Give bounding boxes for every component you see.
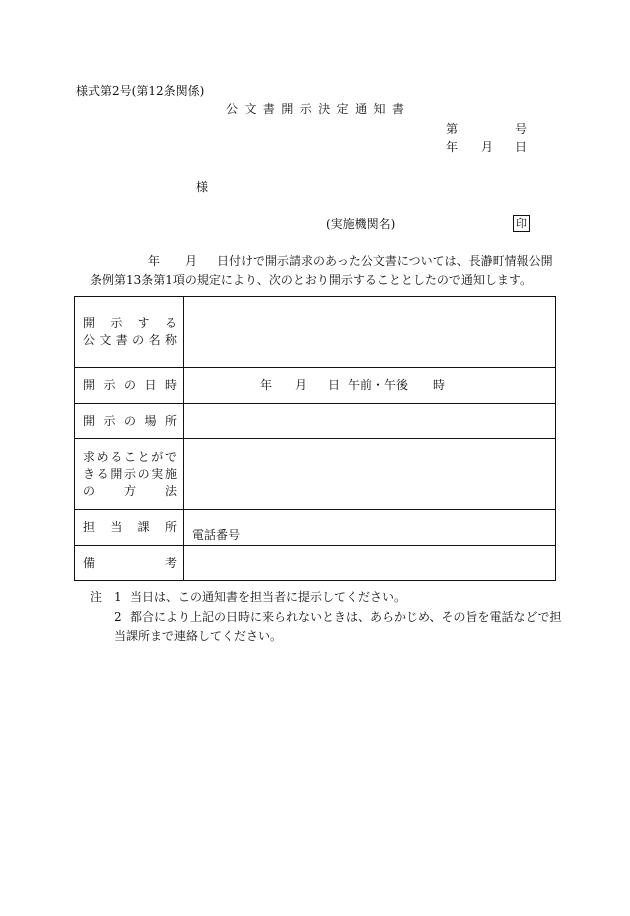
label-char: が bbox=[151, 449, 164, 464]
disclosure-table bbox=[74, 296, 556, 581]
form-number: 様式第2号(第12条関係) bbox=[76, 84, 205, 98]
value-remarks bbox=[184, 546, 556, 581]
label-line bbox=[75, 413, 183, 430]
date-day: 日 bbox=[515, 140, 528, 154]
label-char: 法 bbox=[164, 483, 177, 498]
title-char: 示 bbox=[299, 102, 312, 116]
label-char: 称 bbox=[164, 333, 177, 347]
label-line bbox=[75, 483, 183, 500]
label-char: 場 bbox=[144, 413, 157, 428]
label-char: の bbox=[137, 466, 150, 481]
title-char: 書 bbox=[391, 102, 404, 116]
dt-ampm: 午前・午後 bbox=[348, 378, 409, 392]
dt-day: 日 bbox=[328, 378, 341, 392]
label-line bbox=[75, 449, 183, 466]
title-char: 公 bbox=[226, 102, 239, 116]
title-char: 書 bbox=[262, 102, 275, 116]
label-char: 公 bbox=[83, 333, 96, 347]
title-char: 定 bbox=[336, 102, 349, 116]
value-department bbox=[184, 510, 556, 546]
label-char: 課 bbox=[137, 520, 150, 534]
label-char: 備 bbox=[83, 555, 96, 570]
label-method bbox=[75, 439, 184, 510]
label-char: 書 bbox=[115, 333, 128, 347]
label-char: る bbox=[164, 316, 177, 330]
label-line bbox=[75, 519, 183, 536]
label-char: 開 bbox=[110, 466, 123, 481]
label-department bbox=[75, 510, 184, 546]
label-char: き bbox=[83, 466, 96, 481]
label-line bbox=[75, 315, 183, 332]
value-method bbox=[184, 439, 556, 510]
date-year: 年 bbox=[446, 140, 459, 154]
label-char: 示 bbox=[103, 413, 116, 428]
label-line bbox=[75, 332, 183, 349]
number-prefix: 第 bbox=[446, 122, 459, 136]
seal-mark: 印 bbox=[513, 215, 530, 232]
label-char: の bbox=[123, 378, 136, 392]
label-char: の bbox=[83, 483, 96, 498]
document-title bbox=[226, 102, 404, 116]
label-char: す bbox=[137, 316, 150, 330]
number-suffix: 号 bbox=[515, 122, 528, 136]
label-char: 方 bbox=[123, 483, 136, 498]
addressee-suffix: 様 bbox=[196, 180, 209, 194]
label-char: 示 bbox=[103, 378, 116, 392]
label-char: め bbox=[96, 449, 109, 464]
label-char: 時 bbox=[164, 378, 177, 392]
label-char: 示 bbox=[123, 466, 136, 481]
agency-label: (実施機関名) bbox=[326, 217, 396, 231]
label-char: の bbox=[123, 413, 136, 428]
label-char: と bbox=[137, 449, 150, 464]
label-char: 当 bbox=[110, 520, 123, 534]
row-place bbox=[75, 404, 556, 439]
note-2-number: 2 bbox=[114, 610, 122, 624]
label-char: 開 bbox=[83, 413, 96, 428]
phone-label: 電話番号 bbox=[192, 528, 241, 542]
note-1-text: 当日は、この通知書を担当者に提示してください。 bbox=[130, 590, 407, 604]
body-line2: 条例第13条第1項の規定により、次のとおり開示することとしたので通知します。 bbox=[90, 273, 532, 287]
title-char: 開 bbox=[281, 102, 294, 116]
label-char: 求 bbox=[83, 449, 96, 464]
body-month: 月 bbox=[185, 254, 198, 268]
value-date-time bbox=[184, 368, 556, 404]
row-method bbox=[75, 439, 556, 510]
label-char: の bbox=[132, 333, 145, 347]
row-remarks bbox=[75, 546, 556, 581]
label-line bbox=[75, 555, 183, 572]
label-char: で bbox=[164, 449, 177, 464]
label-line bbox=[75, 466, 183, 483]
label-char: 開 bbox=[83, 378, 96, 392]
label-char: 日 bbox=[144, 378, 157, 392]
label-line bbox=[75, 377, 183, 394]
title-char: 決 bbox=[318, 102, 331, 116]
dt-hour: 時 bbox=[433, 378, 446, 392]
label-remarks bbox=[75, 546, 184, 581]
label-char: 示 bbox=[110, 316, 123, 330]
label-char: 考 bbox=[164, 555, 177, 570]
dt-month: 月 bbox=[295, 378, 308, 392]
dt-year: 年 bbox=[260, 378, 273, 392]
title-char: 通 bbox=[355, 102, 368, 116]
label-char: 文 bbox=[99, 333, 112, 347]
label-char: 担 bbox=[83, 520, 96, 534]
label-char: 施 bbox=[164, 466, 177, 481]
row-document-name bbox=[75, 297, 556, 368]
label-document-name bbox=[75, 297, 184, 368]
label-date-time bbox=[75, 368, 184, 404]
body-year: 年 bbox=[148, 254, 161, 268]
label-char: 開 bbox=[83, 316, 96, 330]
date-month: 月 bbox=[481, 140, 494, 154]
label-char: 名 bbox=[148, 333, 161, 347]
note-2-text-line1: 都合により上記の日時に来られないときは、あらかじめ、その旨を電話などで担 bbox=[130, 610, 562, 624]
body-line1: 日付けで開示請求のあった公文書については、長瀞町情報公開 bbox=[217, 254, 553, 268]
row-department bbox=[75, 510, 556, 546]
label-char: る bbox=[110, 449, 123, 464]
title-char: 知 bbox=[373, 102, 386, 116]
label-char: 実 bbox=[151, 466, 164, 481]
value-place bbox=[184, 404, 556, 439]
title-char: 文 bbox=[244, 102, 257, 116]
row-date-time bbox=[75, 368, 556, 404]
label-char: 所 bbox=[164, 520, 177, 534]
label-char: る bbox=[96, 466, 109, 481]
note-1-number: 1 bbox=[114, 590, 122, 604]
label-char: 所 bbox=[164, 413, 177, 428]
note-2-text-line2: 当課所まで連絡してください。 bbox=[114, 629, 283, 643]
notes-prefix: 注 bbox=[90, 590, 103, 604]
label-place bbox=[75, 404, 184, 439]
label-char: こ bbox=[123, 449, 136, 464]
value-document-name bbox=[184, 297, 556, 368]
